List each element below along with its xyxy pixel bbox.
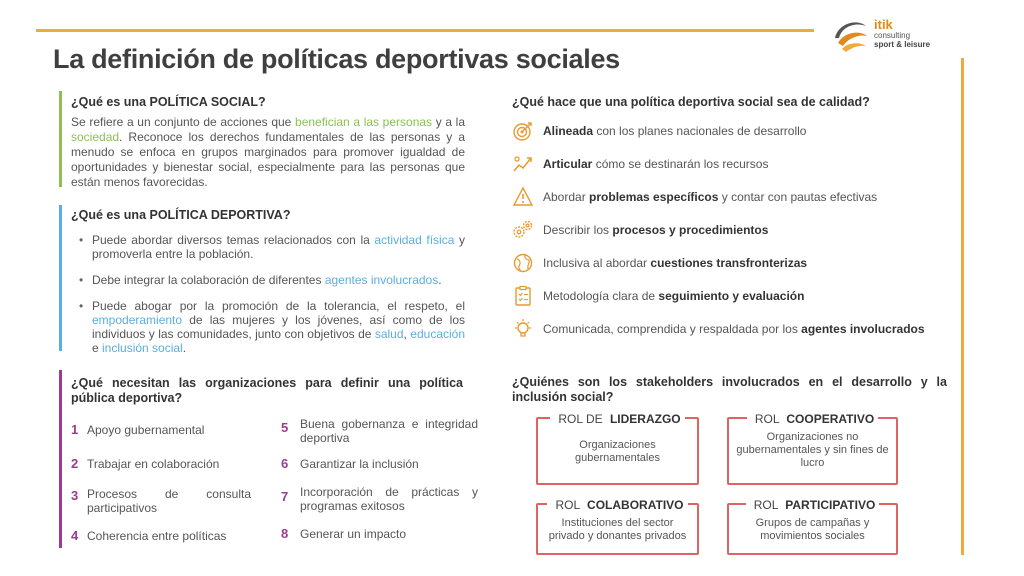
role-title: ROL COLABORATIVO bbox=[538, 496, 697, 514]
top-accent-line bbox=[36, 29, 814, 32]
needs-question: ¿Qué necesitan las organizaciones para definir una política pública deportiva? bbox=[71, 376, 463, 405]
logo-swoosh-icon bbox=[832, 16, 870, 54]
need-text: Trabajar en colaboración bbox=[87, 457, 220, 471]
need-number: 1 bbox=[71, 422, 79, 437]
need-text: Generar un impacto bbox=[300, 527, 407, 541]
quality-item-2 bbox=[512, 153, 936, 181]
target-icon bbox=[512, 120, 534, 142]
quality-item-4 bbox=[512, 219, 936, 247]
quality-text: Describir los procesos y procedimientos bbox=[543, 223, 769, 237]
need-text: Garantizar la inclusión bbox=[300, 457, 419, 471]
need-text: Coherencia entre políticas bbox=[87, 529, 227, 543]
need-item-8 bbox=[281, 527, 479, 547]
need-text: Procesos de consulta participativos bbox=[87, 487, 251, 515]
social-description bbox=[71, 115, 465, 190]
role-title: ROL DE LIDERAZGO bbox=[538, 410, 697, 428]
role-cooperative-box bbox=[727, 412, 898, 485]
social-text-3: . Reconoce los derechos fundamentales de las personas y a menudo se enfoca en grupos marginados para promover igualdad de oportunidades y bienestar social, especialmente para las personas que están menos favorecidas. bbox=[71, 130, 465, 189]
need-item-5 bbox=[281, 417, 479, 447]
social-highlight-society: sociedad bbox=[71, 130, 120, 144]
need-item-2 bbox=[71, 457, 261, 477]
lightbulb-icon bbox=[512, 318, 534, 340]
role-description: Instituciones del sector privado y donantes privados bbox=[548, 517, 687, 542]
role-participative-box bbox=[727, 498, 898, 555]
quality-text: Inclusiva al abordar cuestiones transfronterizas bbox=[543, 256, 808, 270]
gears-icon bbox=[512, 219, 534, 241]
sport-bullet-2: • Debe integrar la colaboración de diferentes agentes involucrados. bbox=[74, 273, 465, 287]
logo-line1: consulting bbox=[874, 31, 911, 40]
quality-item-5 bbox=[512, 252, 936, 280]
needs-section-bar bbox=[59, 370, 62, 548]
logo-line2: sport & leisure bbox=[874, 40, 931, 49]
quality-text: Abordar problemas específicos y contar con pautas efectivas bbox=[543, 190, 878, 204]
need-text: Apoyo gubernamental bbox=[87, 423, 205, 437]
sport-section-bar bbox=[59, 205, 62, 351]
quality-item-7 bbox=[512, 318, 936, 352]
highlight-empowerment: empoderamiento bbox=[92, 313, 183, 327]
need-item-4 bbox=[71, 529, 261, 549]
logo-brand: itik bbox=[874, 17, 893, 32]
quality-item-1 bbox=[512, 120, 936, 148]
checklist-icon bbox=[512, 285, 534, 307]
stakeholders-question: ¿Quiénes son los stakeholders involucrados en el desarrollo y la inclusión social? bbox=[512, 375, 947, 404]
social-question: ¿Qué es una POLÍTICA SOCIAL? bbox=[71, 95, 266, 109]
page-title: La definición de políticas deportivas sociales bbox=[53, 44, 620, 74]
highlight-education: educación bbox=[410, 327, 466, 341]
need-item-7 bbox=[281, 485, 479, 515]
sport-bullet-3: • Puede abogar por la promoción de la tolerancia, el respeto, el empoderamiento de las mujeres y los jóvenes, así como de los individuos y las comunidades, junto con objetivos de salud, educación e inclusión social. bbox=[74, 299, 465, 355]
need-text: Incorporación de prácticas y programas exitosos bbox=[300, 485, 478, 513]
sport-bullet-list bbox=[74, 233, 465, 355]
need-number: 8 bbox=[281, 526, 289, 541]
quality-question: ¿Qué hace que una política deportiva social sea de calidad? bbox=[512, 95, 870, 109]
social-text-2: y a la bbox=[432, 115, 466, 129]
sport-question: ¿Qué es una POLÍTICA DEPORTIVA? bbox=[71, 208, 291, 222]
highlight-physical-activity: actividad física bbox=[374, 233, 455, 247]
need-number: 6 bbox=[281, 456, 289, 471]
role-title: ROL COOPERATIVO bbox=[729, 410, 896, 428]
role-leadership-box bbox=[536, 412, 699, 485]
need-number: 4 bbox=[71, 528, 79, 543]
sport-bullet-1: • Puede abordar diversos temas relacionados con la actividad física y promoverla entre la población. bbox=[74, 233, 465, 261]
right-accent-line bbox=[961, 58, 964, 555]
growth-chart-icon bbox=[512, 153, 534, 175]
role-description: Organizaciones gubernamentales bbox=[574, 439, 660, 464]
social-section-bar bbox=[59, 91, 62, 187]
quality-text: Comunicada, comprendida y respaldada por los agentes involucrados bbox=[543, 322, 925, 336]
role-description: Grupos de campañas y movimientos sociales bbox=[755, 517, 870, 542]
globe-icon bbox=[512, 252, 534, 274]
logo-text bbox=[874, 18, 930, 49]
need-number: 5 bbox=[281, 420, 289, 435]
social-highlight-benefit: benefician a las personas bbox=[295, 115, 433, 129]
warning-triangle-icon bbox=[512, 186, 534, 208]
quality-text: Alineada con los planes nacionales de desarrollo bbox=[543, 124, 807, 138]
itik-logo bbox=[832, 14, 962, 58]
need-number: 7 bbox=[281, 489, 289, 504]
role-collaborative-box bbox=[536, 498, 699, 555]
quality-item-6 bbox=[512, 285, 936, 313]
need-item-1 bbox=[71, 423, 261, 443]
highlight-inclusion: inclusión social bbox=[102, 341, 183, 355]
quality-text: Articular cómo se destinarán los recursos bbox=[543, 157, 769, 171]
highlight-health: salud bbox=[374, 327, 404, 341]
need-item-6 bbox=[281, 457, 479, 477]
role-description: Organizaciones no gubernamentales y sin fines de lucro bbox=[736, 431, 889, 469]
need-item-3 bbox=[71, 487, 261, 517]
need-number: 3 bbox=[71, 488, 79, 503]
social-text-1: Se refiere a un conjunto de acciones que bbox=[71, 115, 296, 129]
quality-text: Metodología clara de seguimiento y evaluación bbox=[543, 289, 805, 303]
highlight-agents: agentes involucrados bbox=[324, 273, 439, 287]
role-title: ROL PARTICIPATIVO bbox=[729, 496, 896, 514]
need-number: 2 bbox=[71, 456, 79, 471]
quality-item-3 bbox=[512, 186, 936, 214]
need-text: Buena gobernanza e integridad deportiva bbox=[300, 417, 478, 445]
